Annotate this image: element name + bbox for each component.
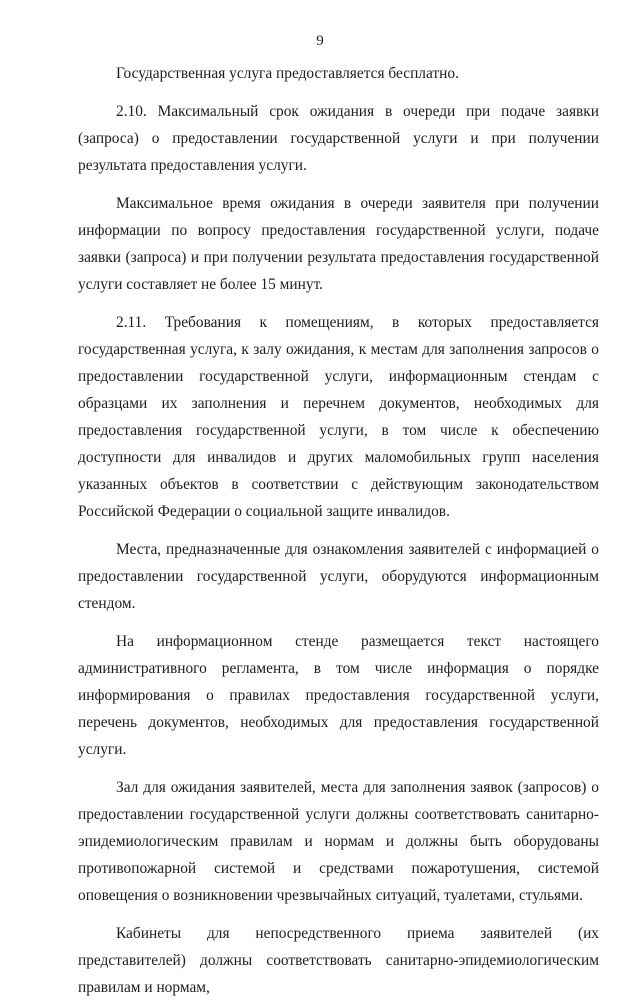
paragraph-waiting-hall: Зал для ожидания заявителей, места для заполнения заявок (запросов) о предоставлении государственной услуги должны соответствовать санитарно-эпидемиологическим правилам и нормам и должны быть оборудованы противопожарной системой и средствами пожаротушения, системой оповещения о возникновении чрезвычайных ситуаций, туалетами, стульями. bbox=[78, 779, 599, 904]
paragraph-stand-content: На информационном стенде размещается текст настоящего административного регламента, в том числе информация о порядке информирования о правилах предоставления государственной услуги, перечень документов, необходимых для предоставления государственной услуги. bbox=[78, 633, 599, 758]
paragraph-reception-rooms: Кабинеты для непосредственного приема заявителей (их представителей) должны соответствовать санитарно-эпидемиологическим правилам и нормам, bbox=[78, 925, 599, 996]
document-body bbox=[78, 60, 599, 1001]
paragraph-info-stands: Места, предназначенные для ознакомления заявителей с информацией о предоставлении государственной услуги, оборудуются информационным стендом. bbox=[78, 541, 599, 612]
paragraph-max-wait-time: Максимальное время ожидания в очереди заявителя при получении информации по вопросу предоставления государственной услуги, подаче заявки (запроса) и при получении результата предоставления государственной услуги составляет не более 15 минут. bbox=[78, 195, 599, 293]
paragraph-2-10-heading: 2.10. Максимальный срок ожидания в очереди при подаче заявки (запроса) о предоставлении государственной услуги и при получении результата предоставления услуги. bbox=[78, 103, 599, 174]
page-number: 9 bbox=[316, 33, 324, 49]
paragraph-fee: Государственная услуга предоставляется бесплатно. bbox=[116, 65, 459, 82]
paragraph-2-11-heading: 2.11. Требования к помещениям, в которых предоставляется государственная услуга, к залу ожидания, к местам для заполнения запросов о предоставлении государственной услуги, информационным стендам с образцами их заполнения и перечнем документов, необходимых для предоставления государственной услуги, в том числе к обеспечению доступности для инвалидов и других маломобильных групп населения указанных объектов в соответствии с действующим законодательством Российской Федерации о социальной защите инвалидов. bbox=[78, 314, 599, 520]
